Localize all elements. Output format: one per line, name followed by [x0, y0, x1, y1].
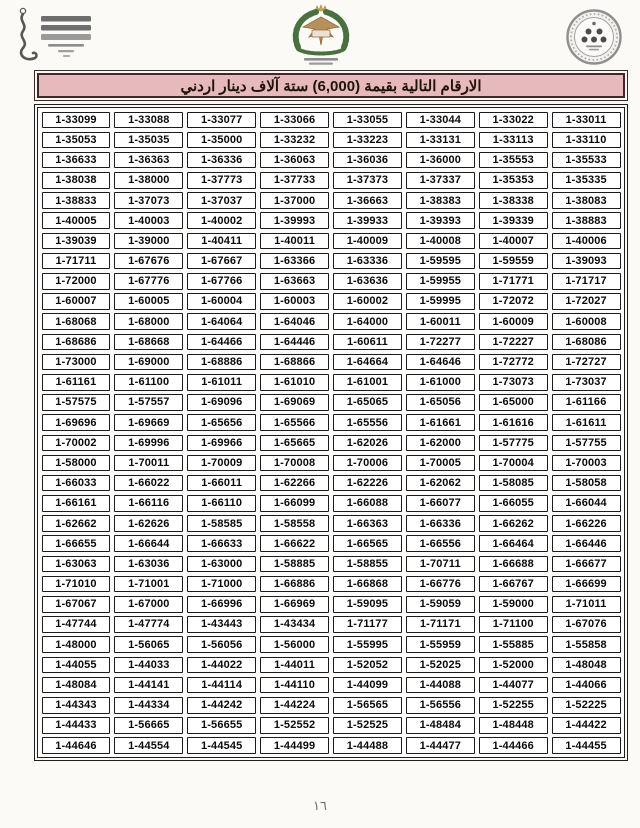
winning-number-cell: 1-65000	[479, 394, 548, 411]
winning-number-cell: 1-60008	[552, 313, 621, 330]
winning-number-cell: 1-67676	[114, 253, 183, 270]
winning-number-cell: 1-44022	[187, 657, 256, 674]
winning-number-cell: 1-70006	[333, 455, 402, 472]
winning-number-cell: 1-63366	[260, 253, 329, 270]
winning-number-cell: 1-44077	[479, 677, 548, 694]
winning-number-cell: 1-58855	[333, 556, 402, 573]
winning-number-cell: 1-44011	[260, 657, 329, 674]
winning-number-cell: 1-69996	[114, 435, 183, 452]
winning-number-cell: 1-58558	[260, 515, 329, 532]
winning-number-cell: 1-60611	[333, 334, 402, 351]
winning-number-cell: 1-71100	[479, 616, 548, 633]
winning-number-cell: 1-70711	[406, 556, 475, 573]
winning-number-cell: 1-61166	[552, 394, 621, 411]
winning-number-cell: 1-52000	[479, 657, 548, 674]
winning-number-cell: 1-40006	[552, 233, 621, 250]
winning-number-cell: 1-44141	[114, 677, 183, 694]
winning-number-cell: 1-38383	[406, 192, 475, 209]
winning-number-cell: 1-44554	[114, 737, 183, 754]
winning-number-cell: 1-69069	[260, 394, 329, 411]
winning-number-cell: 1-44477	[406, 737, 475, 754]
winning-number-cell: 1-39339	[479, 212, 548, 229]
winning-number-cell: 1-36663	[333, 192, 402, 209]
winning-number-cell: 1-33055	[333, 112, 402, 129]
winning-number-cell: 1-65665	[260, 435, 329, 452]
winning-number-cell: 1-66099	[260, 495, 329, 512]
winning-number-cell: 1-56065	[114, 636, 183, 653]
winning-number-cell: 1-59595	[406, 253, 475, 270]
winning-number-cell: 1-40007	[479, 233, 548, 250]
winning-number-cell: 1-63636	[333, 273, 402, 290]
winning-number-cell: 1-35553	[479, 152, 548, 169]
winning-number-cell: 1-48000	[42, 636, 111, 653]
winning-number-cell: 1-52552	[260, 717, 329, 734]
winning-number-cell: 1-44343	[42, 697, 111, 714]
winning-number-cell: 1-36633	[42, 152, 111, 169]
winning-number-cell: 1-38833	[42, 192, 111, 209]
winning-number-cell: 1-66644	[114, 535, 183, 552]
winning-number-cell: 1-68886	[187, 354, 256, 371]
winning-number-cell: 1-71171	[406, 616, 475, 633]
winning-number-cell: 1-66226	[552, 515, 621, 532]
winning-number-cell: 1-60011	[406, 313, 475, 330]
winning-number-cell: 1-73037	[552, 374, 621, 391]
winning-number-cell: 1-33232	[260, 132, 329, 149]
public-security-emblem-icon	[282, 3, 360, 67]
winning-number-cell: 1-37733	[260, 172, 329, 189]
winning-number-cell: 1-44088	[406, 677, 475, 694]
winning-number-cell: 1-44499	[260, 737, 329, 754]
winning-number-cell: 1-72772	[479, 354, 548, 371]
winning-number-cell: 1-38083	[552, 192, 621, 209]
winning-number-cell: 1-70003	[552, 455, 621, 472]
winning-number-cell: 1-63036	[114, 556, 183, 573]
winning-number-cell: 1-66677	[552, 556, 621, 573]
winning-number-cell: 1-62662	[42, 515, 111, 532]
winning-number-cell: 1-57755	[552, 435, 621, 452]
winning-number-cell: 1-63063	[42, 556, 111, 573]
winning-number-cell: 1-66088	[333, 495, 402, 512]
winning-number-cell: 1-39993	[260, 212, 329, 229]
winning-number-cell: 1-66161	[42, 495, 111, 512]
winning-number-cell: 1-72277	[406, 334, 475, 351]
winning-number-cell: 1-62026	[333, 435, 402, 452]
winning-number-cell: 1-61661	[406, 414, 475, 431]
winning-number-cell: 1-56556	[406, 697, 475, 714]
winning-number-cell: 1-44646	[42, 737, 111, 754]
winning-number-cell: 1-38038	[42, 172, 111, 189]
winning-number-cell: 1-52225	[552, 697, 621, 714]
winning-number-cell: 1-57575	[42, 394, 111, 411]
winning-number-cell: 1-66446	[552, 535, 621, 552]
winning-number-cell: 1-65056	[406, 394, 475, 411]
winning-number-cell: 1-55995	[333, 636, 402, 653]
winning-number-cell: 1-73073	[479, 374, 548, 391]
winning-number-cell: 1-33022	[479, 112, 548, 129]
winning-number-cell: 1-36063	[260, 152, 329, 169]
circular-seal-icon	[565, 8, 623, 66]
winning-number-cell: 1-65065	[333, 394, 402, 411]
winning-number-cell: 1-66565	[333, 535, 402, 552]
winning-number-cell: 1-33099	[42, 112, 111, 129]
winning-number-cell: 1-66633	[187, 535, 256, 552]
winning-number-cell: 1-62266	[260, 475, 329, 492]
winning-number-cell: 1-33110	[552, 132, 621, 149]
winning-number-cell: 1-70008	[260, 455, 329, 472]
winning-number-cell: 1-38338	[479, 192, 548, 209]
winning-number-cell: 1-33066	[260, 112, 329, 129]
winning-number-cell: 1-68668	[114, 334, 183, 351]
winning-number-cell: 1-67776	[114, 273, 183, 290]
winning-number-cell: 1-44110	[260, 677, 329, 694]
winning-number-cell: 1-60009	[479, 313, 548, 330]
winning-number-cell: 1-44114	[187, 677, 256, 694]
winning-number-cell: 1-62000	[406, 435, 475, 452]
winning-number-cell: 1-44488	[333, 737, 402, 754]
winning-number-cell: 1-35035	[114, 132, 183, 149]
winning-number-cell: 1-69669	[114, 414, 183, 431]
winning-number-cell: 1-39093	[552, 253, 621, 270]
winning-number-cell: 1-69000	[114, 354, 183, 371]
winning-number-cell: 1-70004	[479, 455, 548, 472]
winning-number-cell: 1-37073	[114, 192, 183, 209]
winning-number-cell: 1-68686	[42, 334, 111, 351]
winning-number-cell: 1-65656	[187, 414, 256, 431]
winning-number-cell: 1-61616	[479, 414, 548, 431]
winning-number-cell: 1-64446	[260, 334, 329, 351]
winning-number-cell: 1-66363	[333, 515, 402, 532]
winning-number-cell: 1-38883	[552, 212, 621, 229]
winning-number-cell: 1-48048	[552, 657, 621, 674]
winning-number-cell: 1-72072	[479, 293, 548, 310]
winning-number-cell: 1-37337	[406, 172, 475, 189]
winning-number-cell: 1-71001	[114, 576, 183, 593]
winning-number-cell: 1-58585	[187, 515, 256, 532]
winning-number-cell: 1-63000	[187, 556, 256, 573]
winning-number-cell: 1-62062	[406, 475, 475, 492]
winning-number-cell: 1-40011	[260, 233, 329, 250]
winning-number-cell: 1-58058	[552, 475, 621, 492]
winning-number-cell: 1-66622	[260, 535, 329, 552]
winning-number-cell: 1-33113	[479, 132, 548, 149]
winning-number-cell: 1-64046	[260, 313, 329, 330]
winning-number-cell: 1-55885	[479, 636, 548, 653]
winning-number-cell: 1-44099	[333, 677, 402, 694]
winning-number-cell: 1-44422	[552, 717, 621, 734]
winning-number-cell: 1-61611	[552, 414, 621, 431]
winning-number-cell: 1-44466	[479, 737, 548, 754]
winning-number-cell: 1-67076	[552, 616, 621, 633]
winning-number-cell: 1-33044	[406, 112, 475, 129]
winning-number-cell: 1-61000	[406, 374, 475, 391]
winning-number-cell: 1-60007	[42, 293, 111, 310]
winning-number-cell: 1-66110	[187, 495, 256, 512]
winning-number-cell: 1-61100	[114, 374, 183, 391]
winning-number-cell: 1-37000	[260, 192, 329, 209]
winning-number-cell: 1-33223	[333, 132, 402, 149]
winning-number-cell: 1-72727	[552, 354, 621, 371]
winning-number-cell: 1-59000	[479, 596, 548, 613]
winning-number-cell: 1-44224	[260, 697, 329, 714]
winning-number-cell: 1-72000	[42, 273, 111, 290]
winning-number-cell: 1-71771	[479, 273, 548, 290]
winning-number-cell: 1-44033	[114, 657, 183, 674]
winning-number-cell: 1-38000	[114, 172, 183, 189]
winning-number-cell: 1-52025	[406, 657, 475, 674]
winning-number-cell: 1-47774	[114, 616, 183, 633]
winning-number-cell: 1-70005	[406, 455, 475, 472]
winning-number-cell: 1-59995	[406, 293, 475, 310]
document-body	[34, 70, 628, 761]
winning-number-cell: 1-55959	[406, 636, 475, 653]
egov-transformation-logo-icon	[8, 6, 104, 68]
winning-number-cell: 1-57557	[114, 394, 183, 411]
winning-number-cell: 1-66044	[552, 495, 621, 512]
winning-number-cell: 1-36000	[406, 152, 475, 169]
winning-number-cell: 1-68086	[552, 334, 621, 351]
winning-number-cell: 1-70002	[42, 435, 111, 452]
winning-number-cell: 1-71011	[552, 596, 621, 613]
winning-number-cell: 1-33077	[187, 112, 256, 129]
winning-number-cell: 1-69696	[42, 414, 111, 431]
winning-number-cell: 1-65566	[260, 414, 329, 431]
winning-number-cell: 1-69966	[187, 435, 256, 452]
winning-number-cell: 1-40005	[42, 212, 111, 229]
winning-number-cell: 1-55858	[552, 636, 621, 653]
winning-number-cell: 1-64646	[406, 354, 475, 371]
document-header	[0, 0, 640, 70]
winning-number-cell: 1-64466	[187, 334, 256, 351]
winning-number-cell: 1-36036	[333, 152, 402, 169]
winning-number-cell: 1-35053	[42, 132, 111, 149]
winning-number-cell: 1-68068	[42, 313, 111, 330]
winning-number-cell: 1-70009	[187, 455, 256, 472]
winning-number-cell: 1-40009	[333, 233, 402, 250]
page-number: ١٦	[313, 799, 327, 814]
winning-number-cell: 1-66699	[552, 576, 621, 593]
winning-number-cell: 1-58885	[260, 556, 329, 573]
winning-number-cell: 1-39000	[114, 233, 183, 250]
winning-number-cell: 1-52052	[333, 657, 402, 674]
winning-number-cell: 1-72027	[552, 293, 621, 310]
winning-number-cell: 1-37773	[187, 172, 256, 189]
winning-number-cell: 1-66464	[479, 535, 548, 552]
winning-number-cell: 1-63336	[333, 253, 402, 270]
winning-number-cell: 1-56056	[187, 636, 256, 653]
winning-number-cell: 1-35000	[187, 132, 256, 149]
winning-number-cell: 1-61011	[187, 374, 256, 391]
winning-number-cell: 1-59559	[479, 253, 548, 270]
winning-number-cell: 1-60003	[260, 293, 329, 310]
winning-number-cell: 1-48084	[42, 677, 111, 694]
winning-number-cell: 1-59059	[406, 596, 475, 613]
winning-number-cell: 1-44066	[552, 677, 621, 694]
winning-number-cell: 1-64064	[187, 313, 256, 330]
winning-number-cell: 1-71717	[552, 273, 621, 290]
winning-number-cell: 1-36336	[187, 152, 256, 169]
winning-number-cell: 1-60002	[333, 293, 402, 310]
winning-number-cell: 1-66033	[42, 475, 111, 492]
winning-number-cell: 1-35335	[552, 172, 621, 189]
winning-number-cell: 1-62626	[114, 515, 183, 532]
winning-number-cell: 1-70011	[114, 455, 183, 472]
winning-number-cell: 1-64664	[333, 354, 402, 371]
winning-number-cell: 1-58000	[42, 455, 111, 472]
winning-number-cell: 1-67000	[114, 596, 183, 613]
winning-number-cell: 1-67667	[187, 253, 256, 270]
winning-number-cell: 1-35353	[479, 172, 548, 189]
winning-number-cell: 1-59955	[406, 273, 475, 290]
winning-number-cell: 1-66868	[333, 576, 402, 593]
winning-number-cell: 1-39039	[42, 233, 111, 250]
winning-number-cell: 1-66055	[479, 495, 548, 512]
winning-number-cell: 1-44242	[187, 697, 256, 714]
winning-number-cell: 1-37373	[333, 172, 402, 189]
winning-number-cell: 1-40411	[187, 233, 256, 250]
winning-number-cell: 1-72227	[479, 334, 548, 351]
winning-number-cell: 1-71010	[42, 576, 111, 593]
winning-number-cell: 1-33131	[406, 132, 475, 149]
winning-number-cell: 1-56000	[260, 636, 329, 653]
winning-number-cell: 1-66022	[114, 475, 183, 492]
winning-number-cell: 1-48484	[406, 717, 475, 734]
winning-number-cell: 1-33088	[114, 112, 183, 129]
winning-number-cell: 1-73000	[42, 354, 111, 371]
winning-number-cell: 1-66688	[479, 556, 548, 573]
winning-number-cell: 1-39393	[406, 212, 475, 229]
winning-number-cell: 1-64000	[333, 313, 402, 330]
winning-number-cell: 1-61010	[260, 374, 329, 391]
winning-number-cell: 1-52525	[333, 717, 402, 734]
winning-number-cell: 1-67067	[42, 596, 111, 613]
winning-number-cell: 1-66969	[260, 596, 329, 613]
winning-number-cell: 1-61001	[333, 374, 402, 391]
prize-title-bar	[37, 73, 625, 98]
winning-number-cell: 1-71000	[187, 576, 256, 593]
winning-number-cell: 1-58085	[479, 475, 548, 492]
winning-number-cell: 1-44334	[114, 697, 183, 714]
winning-number-cell: 1-63663	[260, 273, 329, 290]
winning-number-cell: 1-69096	[187, 394, 256, 411]
winning-number-cell: 1-44455	[552, 737, 621, 754]
winning-number-cell: 1-62226	[333, 475, 402, 492]
winning-number-cell: 1-48448	[479, 717, 548, 734]
winning-number-cell: 1-33011	[552, 112, 621, 129]
winning-number-cell: 1-57775	[479, 435, 548, 452]
winning-number-cell: 1-43443	[187, 616, 256, 633]
winning-number-cell: 1-43434	[260, 616, 329, 633]
winning-number-cell: 1-44055	[42, 657, 111, 674]
winning-numbers-table	[37, 107, 625, 758]
winning-number-cell: 1-39933	[333, 212, 402, 229]
winning-number-cell: 1-66556	[406, 535, 475, 552]
winning-number-cell: 1-47744	[42, 616, 111, 633]
winning-number-cell: 1-56655	[187, 717, 256, 734]
winning-number-cell: 1-66655	[42, 535, 111, 552]
winning-number-cell: 1-67766	[187, 273, 256, 290]
winning-number-cell: 1-65556	[333, 414, 402, 431]
winning-number-cell: 1-66077	[406, 495, 475, 512]
winning-number-cell: 1-68866	[260, 354, 329, 371]
winning-number-cell: 1-66996	[187, 596, 256, 613]
winning-number-cell: 1-52255	[479, 697, 548, 714]
winning-number-cell: 1-36363	[114, 152, 183, 169]
winning-number-cell: 1-44433	[42, 717, 111, 734]
winning-number-cell: 1-40003	[114, 212, 183, 229]
winning-number-cell: 1-66336	[406, 515, 475, 532]
winning-number-cell: 1-40008	[406, 233, 475, 250]
winning-number-cell: 1-59095	[333, 596, 402, 613]
winning-number-cell: 1-40002	[187, 212, 256, 229]
winning-number-cell: 1-60005	[114, 293, 183, 310]
prize-title-text: الارقام التالية بقيمة (6,000) ستة آلاف دينار اردني	[180, 77, 482, 95]
winning-number-cell: 1-66116	[114, 495, 183, 512]
winning-number-cell: 1-71177	[333, 616, 402, 633]
winning-number-cell: 1-66767	[479, 576, 548, 593]
winning-number-cell: 1-61161	[42, 374, 111, 391]
winning-number-cell: 1-66011	[187, 475, 256, 492]
winning-number-cell: 1-60004	[187, 293, 256, 310]
winning-number-cell: 1-56665	[114, 717, 183, 734]
winning-number-cell: 1-71711	[42, 253, 111, 270]
winning-number-cell: 1-66886	[260, 576, 329, 593]
winning-number-cell: 1-66776	[406, 576, 475, 593]
winning-number-cell: 1-56565	[333, 697, 402, 714]
winning-number-cell: 1-68000	[114, 313, 183, 330]
winning-number-cell: 1-35533	[552, 152, 621, 169]
winning-number-cell: 1-66262	[479, 515, 548, 532]
winning-number-cell: 1-37037	[187, 192, 256, 209]
winning-number-cell: 1-44545	[187, 737, 256, 754]
